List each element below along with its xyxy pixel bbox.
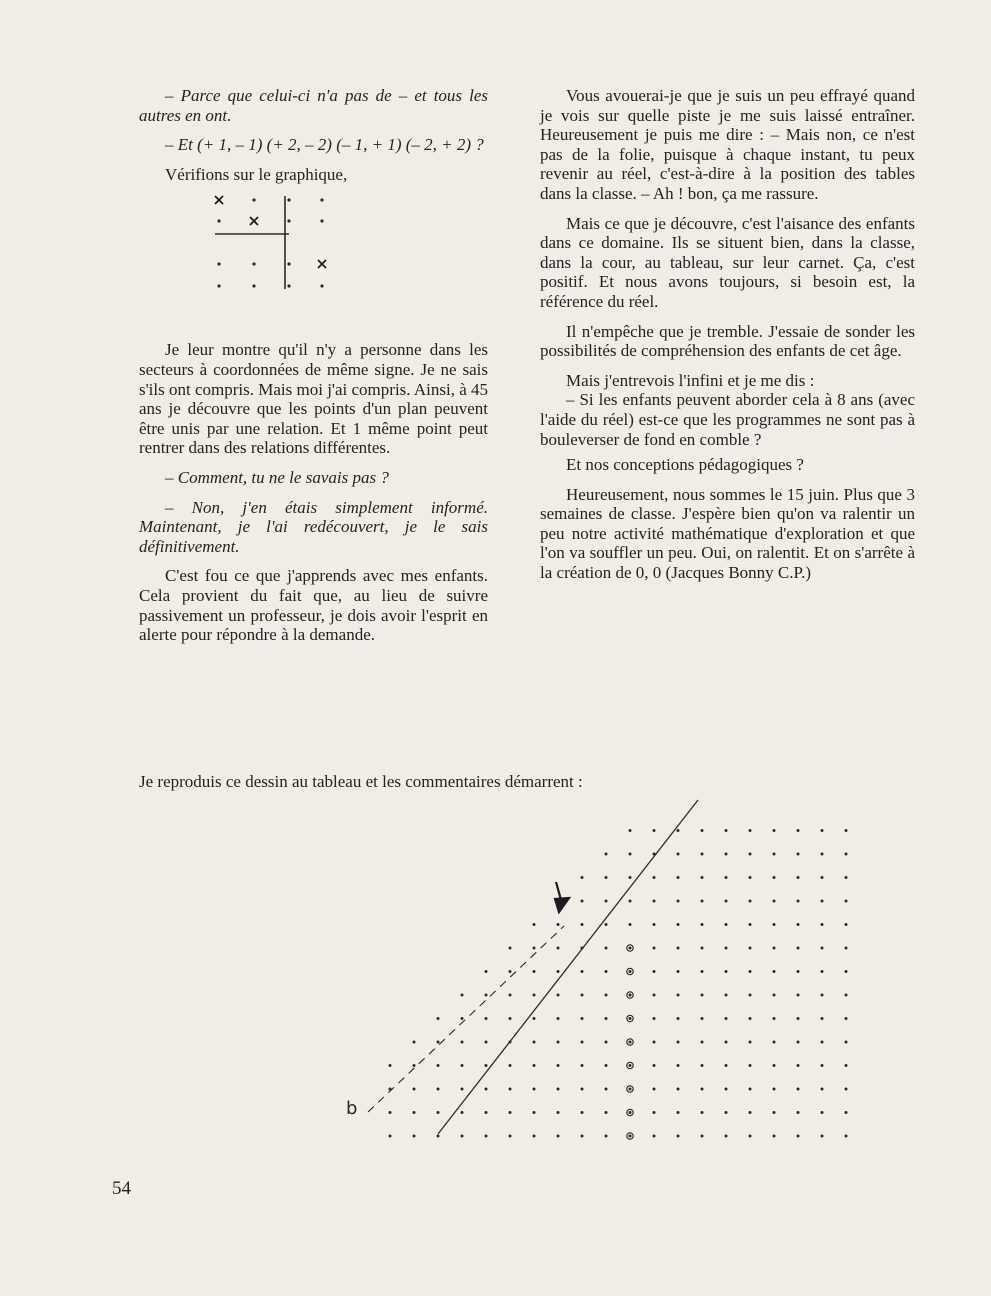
grid-dot xyxy=(797,970,800,973)
grid-dot xyxy=(677,1041,680,1044)
grid-dot xyxy=(533,1111,536,1114)
grid-dot xyxy=(653,1111,656,1114)
grid-dot xyxy=(509,970,512,973)
grid-dot xyxy=(773,829,776,832)
grid-dot xyxy=(437,1088,440,1091)
grid-dot xyxy=(749,1041,752,1044)
grid-dot xyxy=(653,1017,656,1020)
grid-dot xyxy=(821,900,824,903)
grid-dot xyxy=(437,1064,440,1067)
grid-dot xyxy=(845,900,848,903)
cross-mark xyxy=(318,260,326,268)
grid-dot xyxy=(821,1017,824,1020)
dot-grid-figure xyxy=(320,790,880,1150)
grid-dot xyxy=(725,1135,728,1138)
grid-dot xyxy=(701,829,704,832)
grid-dot xyxy=(749,994,752,997)
left-column xyxy=(139,86,488,655)
grid-dot xyxy=(821,947,824,950)
grid-dot xyxy=(749,876,752,879)
grid-dot xyxy=(821,1064,824,1067)
grid-dot xyxy=(821,970,824,973)
grid-dot xyxy=(437,1111,440,1114)
grid-dot xyxy=(653,876,656,879)
body-line: Mais j'entrevois l'infini et je me dis : xyxy=(566,370,815,390)
grid-dot xyxy=(461,1135,464,1138)
grid-dot xyxy=(701,923,704,926)
grid-dot xyxy=(629,1111,632,1114)
grid-dot xyxy=(557,947,560,950)
grid-dot xyxy=(821,829,824,832)
grid-dot xyxy=(557,1041,560,1044)
grid-dot xyxy=(509,947,512,950)
body-paragraph: Et nos conceptions pédagogiques ? xyxy=(566,455,804,475)
grid-dot xyxy=(629,994,632,997)
grid-dot xyxy=(821,1041,824,1044)
cross-mark xyxy=(215,196,223,204)
small-coordinate-graph xyxy=(139,194,339,314)
grid-dot xyxy=(701,1041,704,1044)
grid-dot xyxy=(605,1088,608,1091)
grid-dot xyxy=(653,900,656,903)
grid-dot xyxy=(773,876,776,879)
grid-dot xyxy=(629,829,632,832)
grid-dot xyxy=(773,970,776,973)
grid-dot xyxy=(320,199,323,202)
grid-dot xyxy=(701,994,704,997)
grid-dot xyxy=(653,1135,656,1138)
grid-dot xyxy=(797,1135,800,1138)
grid-dot xyxy=(725,829,728,832)
grid-dot xyxy=(701,900,704,903)
grid-dot xyxy=(581,1064,584,1067)
grid-dot xyxy=(797,1041,800,1044)
grid-dot xyxy=(797,947,800,950)
grid-dot xyxy=(217,263,220,266)
grid-dot xyxy=(725,970,728,973)
grid-dot xyxy=(557,1017,560,1020)
grid-dot xyxy=(533,970,536,973)
body-paragraph: C'est fou ce que j'apprends avec mes enfants. Cela provient du fait que, au lieu de suivre passivement un professeur, je dois avoir l'esprit en alerte pour répondre à la demande. xyxy=(139,566,488,645)
grid-dot xyxy=(605,1135,608,1138)
body-paragraph: Il n'empêche que je tremble. J'essaie de sonder les possibilités de compréhension des enfants de cet âge. xyxy=(540,321,915,361)
grid-dot xyxy=(845,1135,848,1138)
grid-dot xyxy=(605,1041,608,1044)
grid-dot xyxy=(797,923,800,926)
grid-dot xyxy=(725,1088,728,1091)
grid-dot xyxy=(533,1135,536,1138)
grid-dot xyxy=(509,1017,512,1020)
grid-dot xyxy=(797,1017,800,1020)
grid-dot xyxy=(605,1064,608,1067)
grid-dot xyxy=(557,923,560,926)
grid-dot xyxy=(845,876,848,879)
grid-dot xyxy=(701,1088,704,1091)
grid-dot xyxy=(677,829,680,832)
grid-dot xyxy=(749,829,752,832)
grid-dot xyxy=(653,1041,656,1044)
grid-dot xyxy=(485,1064,488,1067)
dialogue-line: – Et (+ 1, – 1) (+ 2, – 2) (– 1, + 1) (– 2, + 2) ? xyxy=(165,135,484,155)
grid-dot xyxy=(749,947,752,950)
grid-dot xyxy=(533,994,536,997)
grid-dot xyxy=(287,220,290,223)
grid-dot xyxy=(581,994,584,997)
grid-dot xyxy=(533,1088,536,1091)
grid-dot xyxy=(320,220,323,223)
grid-dot xyxy=(653,970,656,973)
grid-dot xyxy=(725,1111,728,1114)
body-line: – Si les enfants peuvent aborder cela à 8 ans (avec l'aide du réel) est-ce que les programmes ne sont pas à bouleverser de fond en comble ? xyxy=(540,390,915,449)
grid-dot xyxy=(725,1041,728,1044)
grid-dot xyxy=(725,876,728,879)
grid-dot xyxy=(677,1088,680,1091)
grid-dot xyxy=(629,923,632,926)
grid-dot xyxy=(725,947,728,950)
body-paragraph xyxy=(540,371,915,449)
grid-dot xyxy=(485,1111,488,1114)
body-paragraph: Je leur montre qu'il n'y a personne dans les secteurs à coordonnées de même signe. Je ne sais s'ils ont compris. Mais moi j'ai compris. Ainsi, à 45 ans je découvre que les points d'un plan peuvent être unis par une relation. Et 1 même point peut rentrer dans des relations différentes. xyxy=(139,340,488,458)
grid-dot xyxy=(845,1017,848,1020)
grid-dot xyxy=(485,970,488,973)
grid-dot xyxy=(821,1135,824,1138)
grid-dot xyxy=(845,1041,848,1044)
grid-dot xyxy=(413,1135,416,1138)
grid-dot xyxy=(653,947,656,950)
figure-caption: Je reproduis ce dessin au tableau et les commentaires démarrent : xyxy=(139,772,583,791)
grid-dot xyxy=(557,1135,560,1138)
grid-dot xyxy=(773,1064,776,1067)
grid-dot xyxy=(605,853,608,856)
grid-dot xyxy=(320,285,323,288)
grid-dot xyxy=(461,1017,464,1020)
grid-dot xyxy=(557,994,560,997)
right-column xyxy=(540,86,915,593)
arrow-icon xyxy=(555,882,569,912)
cross-mark xyxy=(250,217,258,225)
grid-dot xyxy=(557,1088,560,1091)
grid-dot xyxy=(605,994,608,997)
grid-dot xyxy=(821,1088,824,1091)
grid-dot xyxy=(557,1111,560,1114)
grid-dot xyxy=(605,900,608,903)
grid-dot xyxy=(485,1017,488,1020)
grid-dot xyxy=(725,994,728,997)
grid-dot xyxy=(581,876,584,879)
grid-dot xyxy=(389,1111,392,1114)
grid-dot xyxy=(287,263,290,266)
grid-dot xyxy=(389,1135,392,1138)
grid-dot xyxy=(629,970,632,973)
grid-dot xyxy=(533,923,536,926)
grid-dot xyxy=(605,1017,608,1020)
grid-dot xyxy=(821,1111,824,1114)
grid-dot xyxy=(413,1088,416,1091)
grid-dot xyxy=(821,994,824,997)
grid-dot xyxy=(252,199,255,202)
grid-dot xyxy=(773,1135,776,1138)
grid-dot xyxy=(701,1135,704,1138)
grid-dot xyxy=(287,285,290,288)
grid-dot xyxy=(845,923,848,926)
grid-dot xyxy=(533,947,536,950)
grid-dot xyxy=(701,1064,704,1067)
grid-dot xyxy=(701,947,704,950)
grid-dot xyxy=(797,1088,800,1091)
dialogue-line: – Parce que celui-ci n'a pas de – et tous les autres en ont. xyxy=(139,86,488,125)
grid-dot xyxy=(845,970,848,973)
grid-dot xyxy=(653,829,656,832)
grid-dot xyxy=(581,970,584,973)
grid-dot xyxy=(605,970,608,973)
grid-dot xyxy=(701,970,704,973)
grid-dot xyxy=(701,1017,704,1020)
grid-dot xyxy=(629,1017,632,1020)
grid-dot xyxy=(821,853,824,856)
grid-dot xyxy=(509,1064,512,1067)
grid-dot xyxy=(677,947,680,950)
grid-dot xyxy=(773,923,776,926)
grid-dot xyxy=(217,285,220,288)
grid-dot xyxy=(461,1064,464,1067)
grid-dot xyxy=(581,1135,584,1138)
grid-dot xyxy=(413,1041,416,1044)
grid-dot xyxy=(653,994,656,997)
grid-dot xyxy=(461,1111,464,1114)
grid-dot xyxy=(461,1088,464,1091)
grid-dot xyxy=(725,900,728,903)
grid-dot xyxy=(509,1088,512,1091)
grid-dot xyxy=(677,853,680,856)
grid-dot xyxy=(725,1017,728,1020)
grid-dot xyxy=(749,1135,752,1138)
grid-dot xyxy=(821,876,824,879)
grid-dot xyxy=(509,1135,512,1138)
grid-dot xyxy=(485,1135,488,1138)
grid-dot xyxy=(749,853,752,856)
grid-dot xyxy=(677,1111,680,1114)
body-paragraph: Vérifions sur le graphique, xyxy=(165,164,348,184)
grid-dot xyxy=(677,970,680,973)
grid-dot xyxy=(629,853,632,856)
grid-dot xyxy=(845,947,848,950)
grid-dot xyxy=(725,923,728,926)
grid-dot xyxy=(605,947,608,950)
grid-dot xyxy=(797,1111,800,1114)
grid-dot xyxy=(677,876,680,879)
point-label: b xyxy=(346,1098,358,1119)
grid-dot xyxy=(413,1111,416,1114)
grid-dot xyxy=(581,1111,584,1114)
grid-dot xyxy=(605,1111,608,1114)
grid-dot xyxy=(581,900,584,903)
grid-dot xyxy=(677,1017,680,1020)
grid-dot xyxy=(773,947,776,950)
grid-dot xyxy=(485,994,488,997)
grid-dot xyxy=(605,876,608,879)
grid-dot xyxy=(557,1064,560,1067)
grid-dot xyxy=(629,876,632,879)
grid-dot xyxy=(437,1135,440,1138)
grid-dot xyxy=(629,1088,632,1091)
grid-dot xyxy=(461,994,464,997)
grid-dot xyxy=(773,1111,776,1114)
grid-dot xyxy=(749,1088,752,1091)
grid-dot xyxy=(605,923,608,926)
grid-dot xyxy=(773,994,776,997)
grid-dot xyxy=(845,1088,848,1091)
grid-dot xyxy=(533,1041,536,1044)
grid-dot xyxy=(509,994,512,997)
grid-dot xyxy=(581,923,584,926)
grid-dot xyxy=(749,923,752,926)
grid-dot xyxy=(677,923,680,926)
grid-dot xyxy=(461,1041,464,1044)
body-paragraph: Heureusement, nous sommes le 15 juin. Plus que 3 semaines de classe. J'espère bien qu'on va ralentir un peu notre activité mathématique d'exploration et que l'on va souffler un peu. Oui, on ralentit. Et on s'arrête à la création de 0, 0 (Jacques Bonny C.P.) xyxy=(540,484,915,583)
grid-dot xyxy=(677,1064,680,1067)
grid-dot xyxy=(845,1064,848,1067)
grid-dot xyxy=(677,1135,680,1138)
grid-dot xyxy=(629,1041,632,1044)
grid-dot xyxy=(797,876,800,879)
grid-dot xyxy=(773,853,776,856)
grid-dot xyxy=(749,1111,752,1114)
grid-dot xyxy=(797,1064,800,1067)
grid-dot xyxy=(773,1088,776,1091)
grid-dot xyxy=(773,1041,776,1044)
grid-dot xyxy=(725,853,728,856)
grid-dot xyxy=(485,1041,488,1044)
grid-dot xyxy=(437,1017,440,1020)
page-number: 54 xyxy=(112,1178,131,1199)
grid-dot xyxy=(533,1017,536,1020)
grid-dot xyxy=(217,220,220,223)
grid-dot xyxy=(845,853,848,856)
grid-dot xyxy=(485,1088,488,1091)
grid-dot xyxy=(701,1111,704,1114)
grid-dot xyxy=(629,1135,632,1138)
grid-dot xyxy=(252,263,255,266)
grid-dot xyxy=(533,1064,536,1067)
grid-dot xyxy=(509,1111,512,1114)
grid-dot xyxy=(557,970,560,973)
grid-dot xyxy=(653,1088,656,1091)
dialogue-line: – Non, j'en étais simplement informé. Maintenant, je l'ai redécouvert, je le sais définitivement. xyxy=(139,497,488,556)
grid-dot xyxy=(701,853,704,856)
grid-dot xyxy=(773,1017,776,1020)
grid-dot xyxy=(413,1064,416,1067)
grid-dot xyxy=(581,1017,584,1020)
grid-dot xyxy=(437,1041,440,1044)
grid-dot xyxy=(389,1064,392,1067)
grid-dot xyxy=(581,1088,584,1091)
grid-dot xyxy=(845,994,848,997)
grid-dot xyxy=(797,994,800,997)
grid-dot xyxy=(773,900,776,903)
grid-dot xyxy=(749,900,752,903)
body-paragraph: Vous avouerai-je que je suis un peu effrayé quand je vois sur quelle piste je me suis laissé entraîner. Heureusement je puis me dire : – Mais non, ce n'est pas de la folie, puisque à chaque instant, tu peux revenir au réel, c'est-à-dire à la position des tables dans la classe. – Ah ! bon, ça me rassure. xyxy=(540,86,915,203)
grid-dot xyxy=(252,285,255,288)
grid-dot xyxy=(629,1064,632,1067)
grid-dot xyxy=(797,829,800,832)
grid-dot xyxy=(797,900,800,903)
grid-dot xyxy=(797,853,800,856)
grid-dot xyxy=(749,1064,752,1067)
grid-dot xyxy=(845,829,848,832)
grid-dot xyxy=(629,900,632,903)
grid-dot xyxy=(701,876,704,879)
grid-dot xyxy=(749,970,752,973)
grid-dot xyxy=(821,923,824,926)
grid-dot xyxy=(677,994,680,997)
grid-dot xyxy=(845,1111,848,1114)
dialogue-line: – Comment, tu ne le savais pas ? xyxy=(165,467,389,487)
grid-dot xyxy=(677,900,680,903)
grid-dot xyxy=(653,1064,656,1067)
grid-dot xyxy=(287,199,290,202)
solid-line xyxy=(438,800,698,1134)
grid-dot xyxy=(725,1064,728,1067)
grid-dot xyxy=(653,923,656,926)
grid-dot xyxy=(749,1017,752,1020)
grid-dot xyxy=(629,947,632,950)
body-paragraph: Mais ce que je découvre, c'est l'aisance des enfants dans ce domaine. Ils se situent bien, dans la classe, dans la cour, au tableau, sur leur carnet. Ça, c'est positif. Et nous avons toujours, si besoin est, la référence du réel. xyxy=(540,213,915,311)
grid-dot xyxy=(581,1041,584,1044)
